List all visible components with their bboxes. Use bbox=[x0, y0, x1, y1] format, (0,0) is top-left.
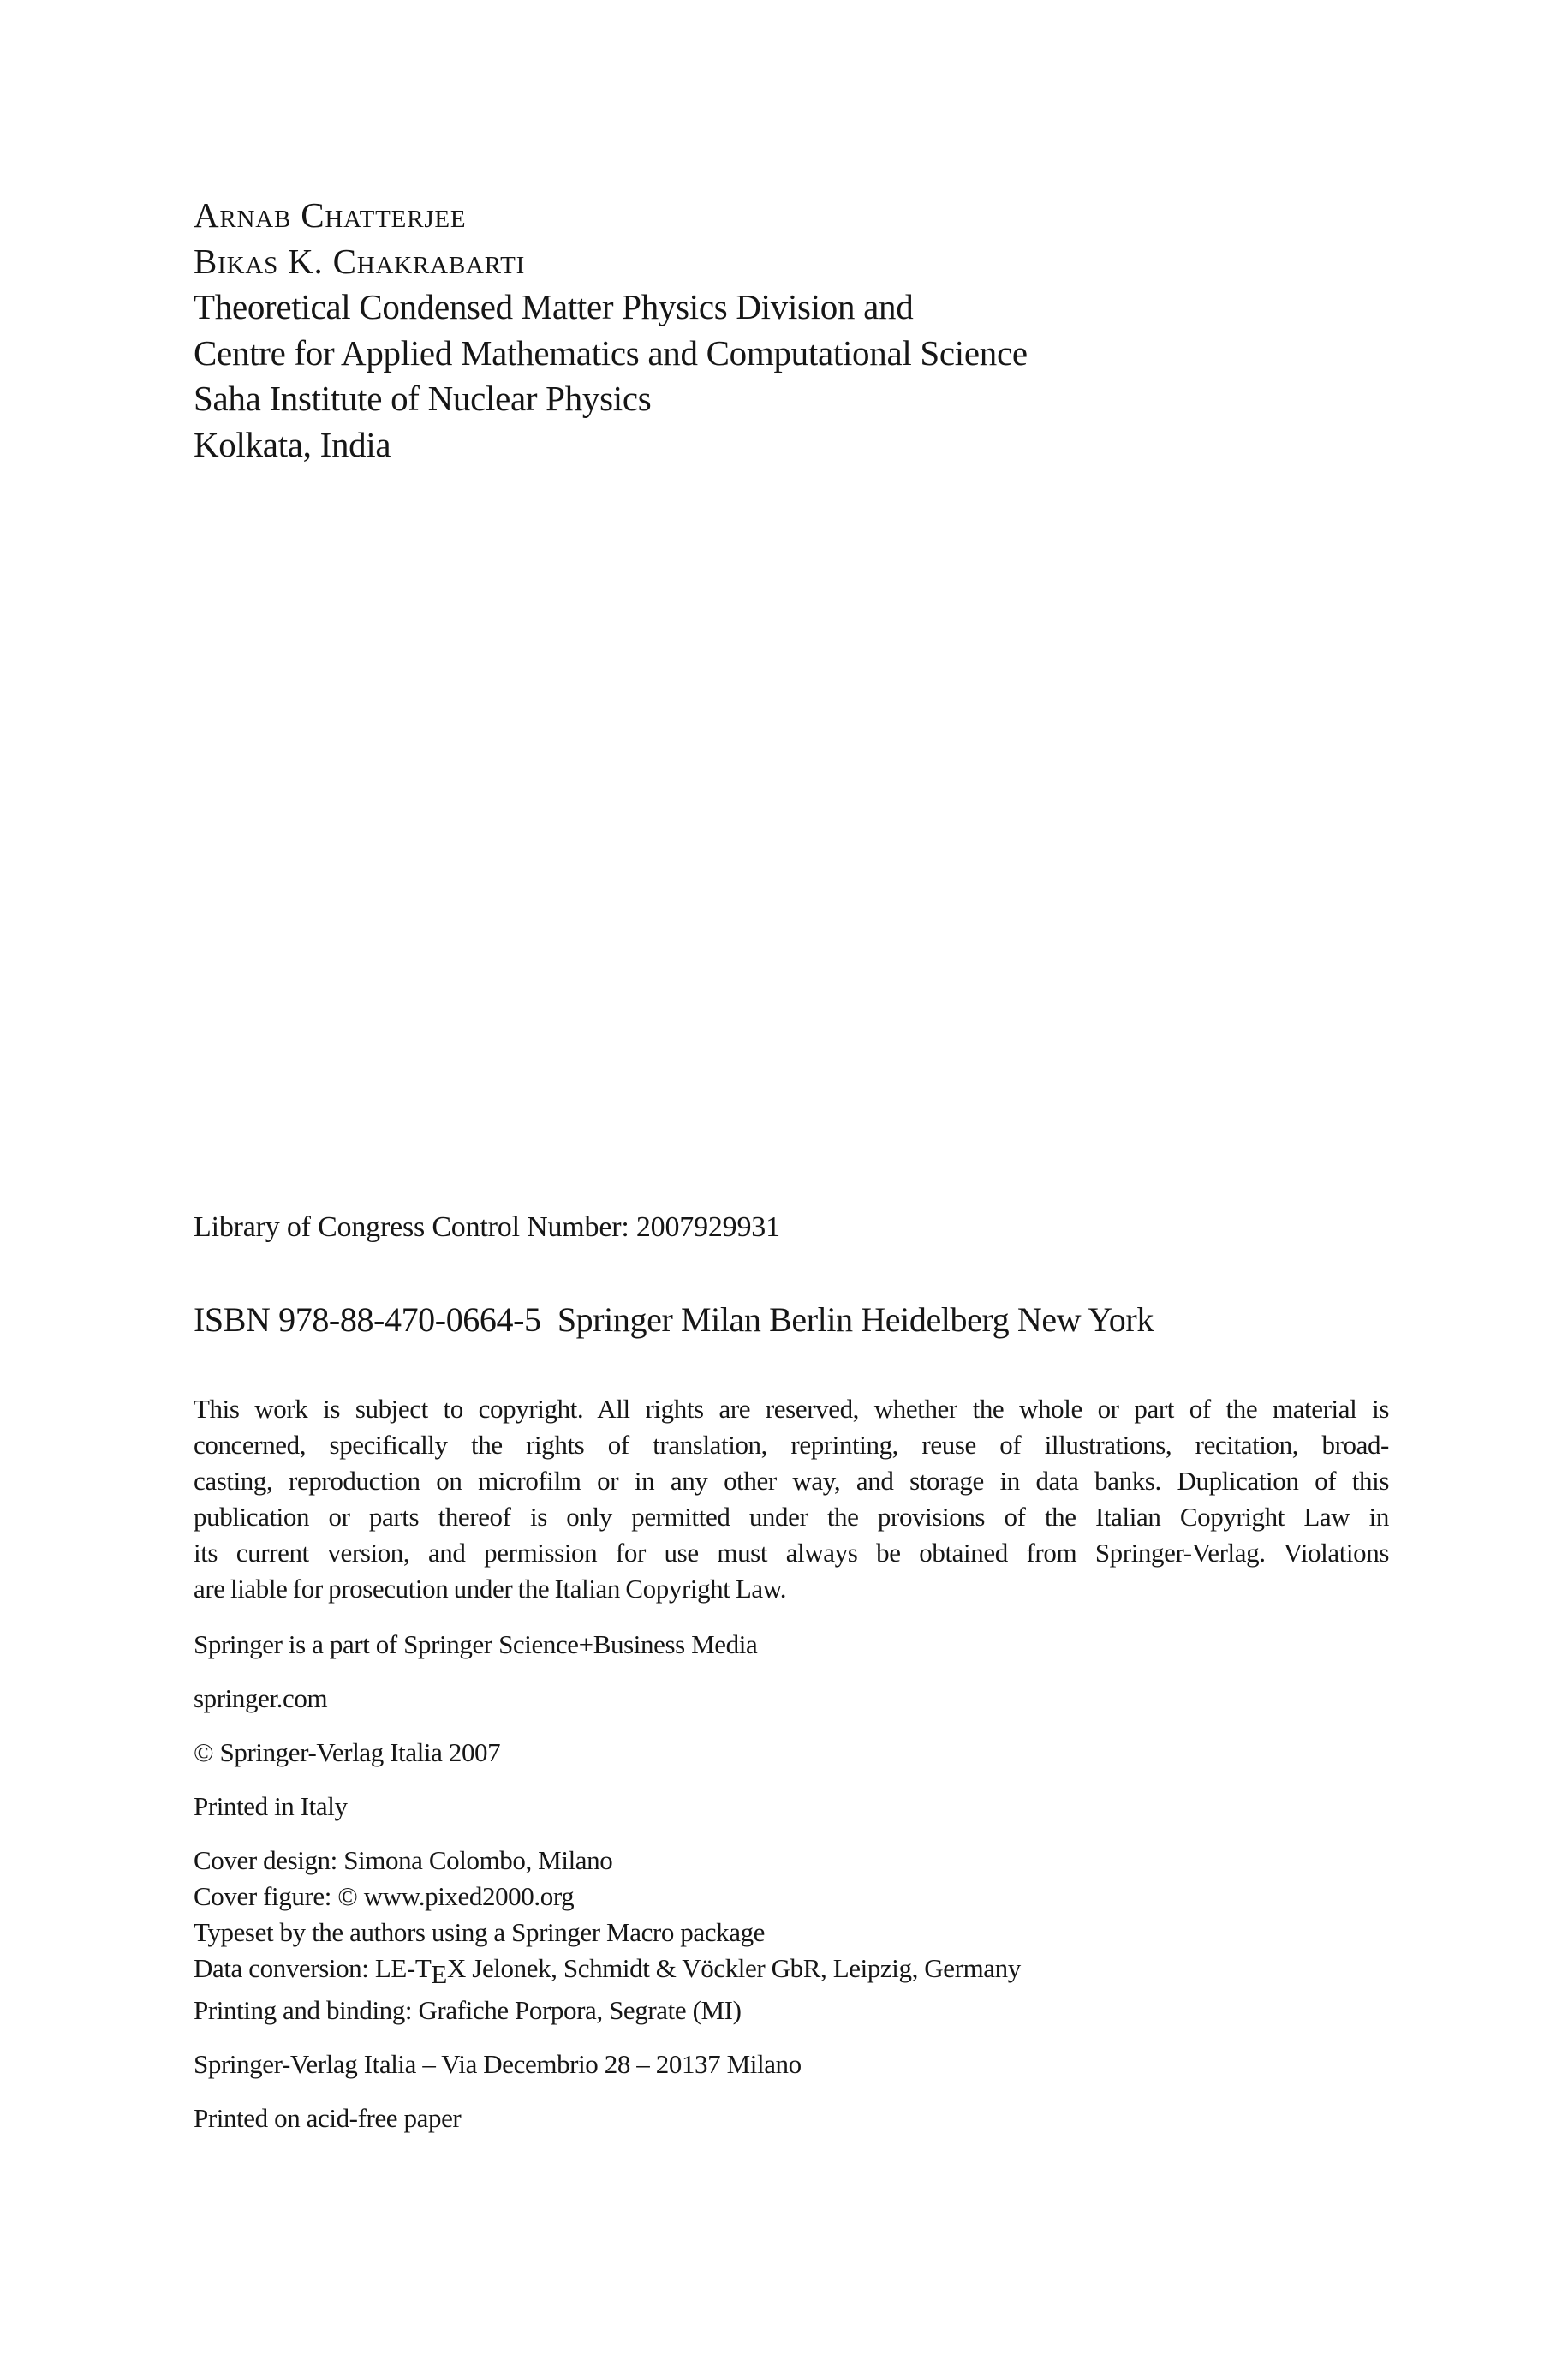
copyright-page bbox=[194, 0, 1389, 2136]
author-name: Bikas K. Chakrabarti bbox=[194, 241, 526, 281]
affiliation-line: Theoretical Condensed Matter Physics Division and bbox=[194, 287, 914, 326]
printing-binding-line: Printing and binding: Grafiche Porpora, Segrate (MI) bbox=[194, 1994, 742, 2025]
springer-media-line: Springer is a part of Springer Science+Business Media bbox=[194, 1629, 758, 1659]
acid-free-paper-line: Printed on acid-free paper bbox=[194, 2102, 462, 2133]
author-affiliation-block bbox=[194, 0, 1389, 468]
cover-figure-line: Cover figure: © www.pixed2000.org bbox=[194, 1881, 575, 1911]
publisher-address-line: Springer-Verlag Italia – Via Decembrio 28 – 20137 Milano bbox=[194, 2048, 802, 2079]
data-conversion-text-pre: Data conversion: LE-T bbox=[194, 1953, 432, 1983]
data-conversion-line bbox=[194, 1951, 1389, 1993]
cover-design-line: Cover design: Simona Colombo, Milano bbox=[194, 1845, 613, 1875]
copyright-paragraph-line: its current version, and permission for use must always be obtained from Springer-Verlag. Violations bbox=[194, 1538, 1389, 1568]
copyright-paragraph-line: concerned, specifically the rights of translation, reprinting, reuse of illustrations, recitation, broad- bbox=[194, 1430, 1389, 1460]
production-credits-block bbox=[194, 1843, 1389, 2028]
isbn-line: ISBN 978-88-470-0664-5 Springer Milan Berlin Heidelberg New York bbox=[194, 1300, 1154, 1339]
copyright-paragraph-line: casting, reproduction on microfilm or in any other way, and storage in data banks. Duplication of this bbox=[194, 1466, 1389, 1496]
tex-logo-lowered-e: E bbox=[431, 1958, 447, 1989]
printed-in-line: Printed in Italy bbox=[194, 1791, 348, 1821]
copyright-paragraph-line: This work is subject to copyright. All rights are reserved, whether the whole or part of the material is bbox=[194, 1394, 1389, 1424]
library-of-congress-line: Library of Congress Control Number: 2007929931 bbox=[194, 1211, 780, 1243]
affiliation-line: Kolkata, India bbox=[194, 424, 391, 464]
copyright-paragraph-line: are liable for prosecution under the Italian Copyright Law. bbox=[194, 1574, 787, 1604]
affiliation-line: Saha Institute of Nuclear Physics bbox=[194, 379, 652, 418]
website-line: springer.com bbox=[194, 1683, 328, 1713]
affiliation-line: Centre for Applied Mathematics and Computational Science bbox=[194, 332, 1028, 373]
copyright-notice-line: © Springer-Verlag Italia 2007 bbox=[194, 1737, 501, 1767]
author-name: Arnab Chatterjee bbox=[194, 195, 467, 235]
copyright-paragraph-line: publication or parts thereof is only permitted under the provisions of the Italian Copyright Law in bbox=[194, 1502, 1389, 1532]
data-conversion-text-post: X Jelonek, Schmidt & Vöckler GbR, Leipzig, Germany bbox=[446, 1953, 1021, 1983]
copyright-paragraph bbox=[194, 1391, 1389, 1607]
typeset-line: Typeset by the authors using a Springer Macro package bbox=[194, 1917, 766, 1947]
